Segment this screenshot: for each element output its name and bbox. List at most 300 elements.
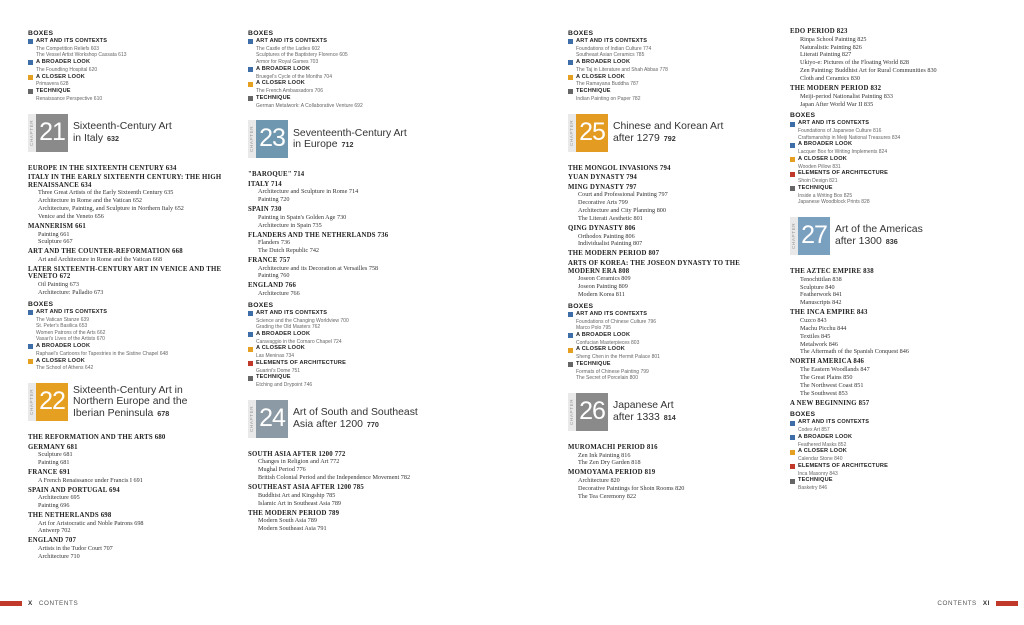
- toc-entry: Court and Professional Painting 797: [578, 191, 668, 199]
- square-bullet-icon: [568, 348, 573, 353]
- toc-heading: GERMANY 681: [28, 443, 78, 451]
- box-category-label: TECHNIQUE: [576, 88, 611, 94]
- box-item: St. Peter's Basilica 653: [36, 323, 88, 330]
- toc-heading: ITALY IN THE EARLY SIXTEENTH CENTURY: THE HIGH RENAISSANCE 634: [28, 174, 222, 189]
- chapter-title: [288, 128, 407, 151]
- box-category-label: A BROADER LOOK: [798, 433, 853, 440]
- square-bullet-icon: [28, 89, 33, 94]
- square-bullet-icon: [248, 332, 253, 337]
- box-item: Guarini's Dome 751: [256, 367, 301, 374]
- box-item: The Foundling Hospital 620: [36, 66, 98, 73]
- chapter-title-line: Sixteenth-Century Art in: [73, 384, 183, 396]
- box-item: The French Ambassadors 706: [256, 88, 323, 94]
- toc-heading: SOUTHEAST ASIA AFTER 1200 785: [248, 484, 364, 492]
- box-category-label: TECHNIQUE: [36, 88, 71, 94]
- box-category-label: ART AND ITS CONTEXTS: [36, 37, 108, 44]
- box-category-technique: [568, 88, 773, 96]
- toc-entry: Painting 720: [258, 196, 290, 204]
- box-category-closer: [248, 345, 453, 353]
- toc-entry: Orthodox Painting 806: [578, 232, 635, 240]
- toc-entry: A French Renaissance under Francis I 691: [38, 476, 143, 484]
- toc-entry: Modern South Asia 789: [258, 517, 317, 525]
- box-category-label: A CLOSER LOOK: [256, 345, 306, 352]
- toc-entry: The Aftermath of the Spanish Conquest 846: [800, 348, 909, 356]
- toc-column-2: [248, 26, 453, 533]
- footer-page-number: XI: [982, 600, 990, 607]
- toc-entry: Artists in the Tudor Court 707: [38, 544, 113, 552]
- toc-heading: THE AZTEC EMPIRE 838: [790, 268, 874, 276]
- toc-entry: Architecture and Sculpture in Rome 714: [258, 188, 359, 196]
- toc-entry: Architecture and City Planning 800: [578, 207, 666, 215]
- box-category-art: [28, 309, 233, 317]
- box-category-art: [790, 419, 995, 427]
- box-category-elements: [248, 360, 453, 368]
- box-category-label: TECHNIQUE: [798, 477, 833, 484]
- toc-heading: QING DYNASTY 806: [568, 224, 636, 232]
- chapter-number: 23: [256, 120, 288, 158]
- toc-heading: SPAIN AND PORTUGAL 694: [28, 486, 120, 494]
- box-item: The Vessel Artist Workshop Cassata 613: [36, 52, 127, 59]
- chapter-title-line: Sixteenth-Century Art: [73, 120, 172, 132]
- toc-entry: Decorative Arts 799: [578, 199, 628, 207]
- box-category-label: A BROADER LOOK: [36, 59, 91, 65]
- toc-heading: SOUTH ASIA AFTER 1200 772: [248, 450, 346, 458]
- toc-entry: Modern Southeast Asia 791: [258, 525, 327, 533]
- box-category-label: A BROADER LOOK: [576, 59, 631, 65]
- toc-heading: FRANCE 691: [28, 469, 71, 476]
- square-bullet-icon: [248, 376, 253, 381]
- box-category-label: A CLOSER LOOK: [798, 155, 848, 162]
- chapter-page: 836: [885, 237, 898, 247]
- toc-entry: Featherwork 841: [800, 291, 843, 299]
- toc-entry: The Great Plains 850: [800, 373, 853, 381]
- toc-heading: EUROPE IN THE SIXTEENTH CENTURY 634: [28, 164, 177, 172]
- toc-entry: Ukiyo-e: Pictures of the Floating World 828: [800, 59, 910, 67]
- toc-entry: Art and Architecture in Rome and the Vatican 668: [38, 255, 162, 263]
- square-bullet-icon: [790, 122, 795, 127]
- toc-entry: Three Great Artists of the Early Sixteenth Century 635: [38, 189, 174, 197]
- toc-heading: MANNERISM 661: [28, 222, 86, 230]
- toc-heading: THE NETHERLANDS 698: [28, 511, 112, 519]
- boxes-heading: BOXES: [28, 30, 54, 37]
- toc-heading: MOMOYAMA PERIOD 819: [568, 469, 656, 477]
- box-category-label: ELEMENTS OF ARCHITECTURE: [798, 462, 889, 469]
- box-item: Sheng Chen in the Hermit Palace 801: [576, 354, 660, 361]
- box-category-label: ART AND ITS CONTEXTS: [36, 308, 108, 315]
- box-item: Foundations of Indian Culture 774: [576, 45, 652, 52]
- chapter-header-23: [248, 119, 453, 159]
- footer-label: CONTENTS: [38, 600, 79, 607]
- chapter-header-24: [248, 399, 453, 439]
- box-category-closer: [248, 80, 453, 88]
- box-category-label: TECHNIQUE: [256, 374, 291, 381]
- boxes-heading: BOXES: [28, 300, 54, 308]
- square-bullet-icon: [28, 310, 33, 315]
- chapter-title-line: after 1300 836: [835, 236, 898, 248]
- box-category-label: TECHNIQUE: [256, 94, 291, 101]
- chapter-title: [288, 407, 418, 430]
- square-bullet-icon: [248, 347, 253, 352]
- toc-entry: Painting in Spain's Golden Age 730: [258, 213, 347, 221]
- toc-entry: Antwerp 702: [38, 527, 71, 535]
- box-item: Armor for Royal Games 703: [256, 59, 319, 65]
- chapter-number: 24: [256, 400, 288, 438]
- box-item: Formats of Chinese Painting 799: [576, 368, 649, 375]
- toc-heading: NORTH AMERICA 846: [790, 358, 865, 366]
- toc-entry: Architecture 820: [578, 476, 620, 484]
- chapter-title-line: Seventeenth-Century Art: [293, 127, 407, 139]
- footer-right: [937, 600, 1024, 607]
- box-item: Japanese Woodblock Prints 828: [798, 199, 870, 206]
- box-item: Codex Art 857: [798, 427, 830, 433]
- square-bullet-icon: [790, 435, 795, 440]
- toc-entry: Venice and the Veneto 656: [38, 213, 104, 220]
- box-item: Women Patrons of the Arts 662: [36, 329, 106, 336]
- box-category-broader: [790, 141, 995, 149]
- toc-entry: The Southwest 853: [800, 389, 848, 397]
- toc-heading: "BAROQUE" 714: [248, 171, 305, 179]
- box-item: Feathered Masks 852: [798, 441, 847, 448]
- chapter-tab: CHAPTER: [28, 383, 36, 421]
- box-item: The School of Athens 642: [36, 365, 94, 372]
- box-category-art: [28, 38, 233, 46]
- box-category-label: A BROADER LOOK: [36, 343, 91, 349]
- toc-entry: Joseon Ceramics 809: [578, 275, 631, 283]
- footer-page-number: X: [28, 600, 33, 607]
- box-item: German Metalwork: A Collaborative Venture 692: [256, 102, 363, 109]
- box-category-art: [568, 38, 773, 46]
- toc-heading: YUAN DYNASTY 794: [568, 174, 638, 182]
- toc-entry: Zen Ink Painting 816: [578, 451, 631, 459]
- box-item: Shoin Design 821: [798, 178, 838, 185]
- box-category-elements: [790, 170, 995, 178]
- square-bullet-icon: [248, 361, 253, 366]
- square-bullet-icon: [790, 186, 795, 191]
- toc-heading: ARTS OF KOREA: THE JOSEON DYNASTY TO THE MODERN ERA 808: [568, 259, 740, 275]
- footer-left: [0, 600, 78, 607]
- toc-entry: Buddhist Art and Kingship 785: [258, 491, 336, 499]
- toc-entry: British Colonial Period and the Independence Movement 782: [258, 474, 411, 482]
- toc-entry: Textiles 845: [800, 332, 831, 340]
- toc-heading: THE INCA EMPIRE 843: [790, 309, 868, 317]
- toc-heading: SPAIN 730: [248, 206, 282, 214]
- boxes-heading: BOXES: [790, 112, 816, 120]
- box-category-broader: [568, 332, 773, 340]
- chapter-number: 26: [576, 393, 608, 431]
- chapter-title-line: after 1333 814: [613, 411, 676, 423]
- box-category-label: A BROADER LOOK: [798, 141, 853, 148]
- square-bullet-icon: [790, 172, 795, 177]
- box-item: Lacquer Box for Writing Implements 824: [798, 149, 888, 156]
- chapter-page: 770: [366, 419, 379, 429]
- box-category-art: [248, 310, 453, 318]
- square-bullet-icon: [790, 464, 795, 469]
- toc-heading: MING DYNASTY 797: [568, 183, 637, 191]
- chapter-title: [68, 121, 172, 144]
- toc-heading: MUROMACHI PERIOD 816: [568, 443, 658, 451]
- chapter-header-21: [28, 113, 233, 153]
- box-item: Sculptures of the Baptistery Florence 605: [256, 52, 348, 59]
- chapter-header-25: [568, 113, 773, 153]
- toc-entry: Manuscripts 842: [800, 299, 842, 307]
- chapter-number: 22: [36, 383, 68, 421]
- chapter-title: [830, 224, 923, 247]
- box-item: Marco Polo 795: [576, 325, 612, 332]
- toc-column-3: [568, 26, 773, 501]
- chapter-title-line: after 1279 792: [613, 132, 676, 144]
- toc-entry: Zen Painting: Buddhist Art for Rural Communities 830: [800, 67, 937, 75]
- toc-entry: Architecture 710: [38, 552, 80, 560]
- box-category-art: [790, 120, 995, 128]
- toc-heading: EDO PERIOD 823: [790, 28, 848, 35]
- toc-heading: THE MODERN PERIOD 807: [568, 250, 660, 258]
- box-category-technique: [248, 95, 453, 103]
- toc-heading: ART AND THE COUNTER-REFORMATION 668: [28, 248, 183, 256]
- toc-entry: Literati Painting 827: [800, 51, 852, 59]
- box-category-closer: [790, 156, 995, 164]
- box-item: Las Meninas 734: [256, 353, 295, 360]
- box-category-closer: [790, 448, 995, 456]
- box-category-broader: [248, 331, 453, 339]
- box-item: Inside a Writing Box 825: [798, 192, 853, 199]
- toc-entry: Metalwork 846: [800, 340, 838, 348]
- toc-heading: THE REFORMATION AND THE ARTS 680: [28, 434, 166, 441]
- chapter-tab: CHAPTER: [790, 217, 798, 255]
- toc-entry: The Tea Ceremony 822: [578, 492, 637, 500]
- toc-entry: Japan After World War II 835: [800, 100, 874, 108]
- box-category-label: ELEMENTS OF ARCHITECTURE: [256, 359, 347, 366]
- box-category-label: ART AND ITS CONTEXTS: [256, 309, 328, 316]
- box-item: The Ramayana Buddha 787: [576, 81, 639, 88]
- toc-entry: Islamic Art in Southeast Asia 789: [258, 499, 342, 507]
- box-category-broader: [28, 343, 233, 351]
- toc-entry: Mughal Period 776: [258, 466, 306, 474]
- toc-entry: Sculpture 667: [38, 238, 73, 246]
- square-bullet-icon: [248, 311, 253, 316]
- box-item: Renaissance Perspective 610: [36, 95, 103, 102]
- box-item: Foundations of Chinese Culture 796: [576, 318, 657, 325]
- chapter-title: [608, 121, 723, 144]
- box-category-label: ART AND ITS CONTEXTS: [256, 37, 328, 44]
- box-category-broader: [568, 59, 773, 67]
- toc-entry: Architecture: Palladio 673: [38, 288, 104, 296]
- toc-entry: Flanders 736: [258, 239, 291, 247]
- square-bullet-icon: [248, 82, 253, 87]
- square-bullet-icon: [28, 344, 33, 349]
- toc-heading: THE MODERN PERIOD 789: [248, 509, 340, 517]
- square-bullet-icon: [248, 67, 253, 72]
- square-bullet-icon: [568, 89, 573, 94]
- square-bullet-icon: [568, 333, 573, 338]
- chapter-title-line: Asia after 1200 770: [293, 418, 379, 430]
- toc-column-4: [790, 26, 995, 492]
- square-bullet-icon: [568, 39, 573, 44]
- chapter-page: 678: [157, 408, 170, 418]
- footer-bar-left: [0, 601, 22, 606]
- toc-entry: Painting 661: [38, 230, 70, 238]
- toc-entry: Machu Picchu 844: [800, 324, 847, 332]
- toc-heading: THE MODERN PERIOD 832: [790, 85, 882, 93]
- box-category-technique: [790, 477, 995, 485]
- box-item: Calendar Stone 840: [798, 456, 843, 462]
- box-item: Craftsmanship in Meiji National Treasures 834: [798, 134, 901, 141]
- chapter-header-26: [568, 392, 773, 432]
- toc-entry: Cloth and Ceramics 830: [800, 75, 860, 83]
- toc-entry: Oil Painting 673: [38, 281, 79, 288]
- chapter-header-22: [28, 382, 233, 422]
- chapter-page: 814: [663, 412, 676, 422]
- box-category-closer: [568, 74, 773, 82]
- toc-entry: Meiji-period Nationalist Painting 833: [800, 92, 893, 100]
- toc-entry: Architecture 766: [258, 289, 300, 297]
- toc-entry: Art for Aristocratic and Noble Patrons 698: [38, 519, 144, 527]
- box-category-technique: [28, 88, 233, 96]
- box-category-label: A CLOSER LOOK: [36, 73, 86, 80]
- chapter-page: 792: [663, 133, 676, 143]
- toc-heading: ITALY 714: [248, 180, 282, 188]
- box-category-label: A CLOSER LOOK: [798, 448, 848, 455]
- toc-entry: Joseon Painting 809: [578, 283, 628, 290]
- chapter-page: 712: [341, 140, 354, 150]
- box-item: Vasari's Lives of the Artists 670: [36, 336, 105, 343]
- box-category-label: A CLOSER LOOK: [36, 357, 86, 364]
- box-category-label: ART AND ITS CONTEXTS: [576, 37, 648, 44]
- chapter-tab: CHAPTER: [248, 400, 256, 438]
- box-category-label: A BROADER LOOK: [256, 330, 311, 337]
- box-item: The Vatican Stanze 639: [36, 316, 89, 323]
- square-bullet-icon: [28, 75, 33, 80]
- chapter-page: 632: [107, 133, 120, 143]
- box-category-label: TECHNIQUE: [798, 184, 833, 191]
- square-bullet-icon: [28, 60, 33, 65]
- box-item: Confucian Masterpieces 803: [576, 339, 640, 346]
- toc-entry: The Dutch Republic 742: [258, 247, 320, 254]
- box-item: Bruegel's Cycle of the Months 704: [256, 73, 332, 80]
- toc-entry: Naturalistic Painting 826: [800, 43, 862, 51]
- chapter-title-line: Chinese and Korean Art: [613, 120, 724, 132]
- box-category-art: [568, 311, 773, 319]
- box-category-label: A BROADER LOOK: [256, 65, 311, 72]
- box-item: Caravaggio in the Cornaro Chapel 724: [256, 338, 342, 345]
- chapter-tab: CHAPTER: [568, 393, 576, 431]
- toc-entry: Rinpa School Painting 825: [800, 35, 867, 43]
- box-item: Etching and Drypoint 746: [256, 382, 313, 389]
- box-item: Foundations of Japanese Culture 816: [798, 128, 882, 135]
- square-bullet-icon: [790, 143, 795, 148]
- square-bullet-icon: [248, 96, 253, 101]
- box-category-technique: [790, 185, 995, 193]
- box-category-elements: [790, 463, 995, 471]
- box-category-label: ART AND ITS CONTEXTS: [798, 120, 870, 127]
- chapter-title-line: in Italy 632: [73, 132, 120, 144]
- box-category-closer: [568, 346, 773, 354]
- box-item: Southeast Asian Ceramics 785: [576, 52, 645, 59]
- box-item: Grading the Old Masters 762: [256, 324, 321, 331]
- boxes-heading: BOXES: [568, 30, 594, 37]
- toc-entry: Painting 681: [38, 459, 70, 467]
- square-bullet-icon: [568, 60, 573, 65]
- square-bullet-icon: [790, 157, 795, 162]
- square-bullet-icon: [28, 359, 33, 364]
- toc-entry: Architecture in Rome and the Vatican 652: [38, 197, 143, 205]
- chapter-title-line: Art of the Americas: [835, 224, 923, 236]
- toc-entry: The Zen Dry Garden 818: [578, 459, 641, 467]
- box-category-broader: [248, 66, 453, 74]
- box-item: Inca Masonry 843: [798, 470, 838, 477]
- chapter-title-line: Art of South and Southeast: [293, 407, 418, 419]
- box-category-label: ART AND ITS CONTEXTS: [576, 310, 648, 317]
- box-category-technique: [568, 361, 773, 369]
- chapter-tab: CHAPTER: [568, 114, 576, 152]
- chapter-tab: CHAPTER: [28, 114, 36, 152]
- footer-bar-right: [996, 601, 1018, 606]
- chapter-tab: CHAPTER: [248, 120, 256, 158]
- box-category-label: A BROADER LOOK: [576, 331, 631, 338]
- toc-entry: Architecture 695: [38, 494, 80, 502]
- square-bullet-icon: [790, 479, 795, 484]
- box-category-label: A CLOSER LOOK: [576, 346, 626, 353]
- box-category-label: A CLOSER LOOK: [256, 80, 306, 87]
- toc-heading: THE MONGOL INVASIONS 794: [568, 164, 671, 172]
- chapter-header-27: [790, 216, 995, 256]
- toc-heading: FRANCE 757: [248, 256, 291, 264]
- toc-entry: Individualist Painting 807: [578, 240, 643, 248]
- boxes-heading: BOXES: [248, 30, 274, 37]
- box-item: Indian Painting on Paper 782: [576, 95, 641, 102]
- box-category-closer: [28, 74, 233, 82]
- box-category-label: A CLOSER LOOK: [576, 73, 626, 80]
- chapter-number: 21: [36, 114, 68, 152]
- boxes-heading: BOXES: [790, 411, 816, 419]
- toc-heading: FLANDERS AND THE NETHERLANDS 736: [248, 231, 389, 239]
- toc-entry: Architecture in Spain 735: [258, 221, 322, 229]
- box-category-label: ART AND ITS CONTEXTS: [798, 419, 870, 426]
- chapter-number: 27: [798, 217, 830, 255]
- box-item: Science and the Changing Worldview 700: [256, 317, 349, 324]
- square-bullet-icon: [568, 312, 573, 317]
- box-item: The Taj in Literature and Shah Abbas 778: [576, 66, 668, 73]
- toc-entry: Sculpture 840: [800, 283, 835, 291]
- toc-heading: A NEW BEGINNING 857: [790, 399, 870, 407]
- box-category-technique: [248, 374, 453, 382]
- box-category-art: [248, 38, 453, 46]
- square-bullet-icon: [248, 39, 253, 44]
- box-item: The Castle of the Ladies 602: [256, 45, 320, 52]
- toc-heading: ENGLAND 766: [248, 282, 297, 290]
- toc-heading: ENGLAND 707: [28, 537, 77, 545]
- toc-entry: The Literati Aesthetic 801: [578, 215, 643, 222]
- footer-label: CONTENTS: [937, 600, 977, 607]
- toc-entry: Sculpture 681: [38, 451, 73, 459]
- chapter-title: [608, 400, 676, 423]
- box-category-broader: [28, 59, 233, 67]
- toc-entry: Modern Korea 811: [578, 290, 625, 298]
- toc-entry: Architecture and its Decoration at Versailles 758: [258, 264, 379, 272]
- square-bullet-icon: [790, 450, 795, 455]
- toc-entry: Painting 760: [258, 272, 290, 280]
- chapter-title-line: Northern Europe and the: [73, 396, 188, 408]
- square-bullet-icon: [568, 362, 573, 367]
- boxes-heading: BOXES: [248, 301, 274, 309]
- toc-entry: Cuzco 843: [800, 316, 827, 324]
- box-category-closer: [28, 358, 233, 366]
- box-category-label: TECHNIQUE: [576, 360, 611, 367]
- chapter-title-line: Japanese Art: [613, 400, 674, 412]
- toc-entry: Painting 696: [38, 502, 70, 509]
- chapter-title: [68, 385, 187, 420]
- toc-entry: The Northwest Coast 851: [800, 381, 864, 389]
- toc-entry: Changes in Religion and Art 772: [258, 458, 340, 466]
